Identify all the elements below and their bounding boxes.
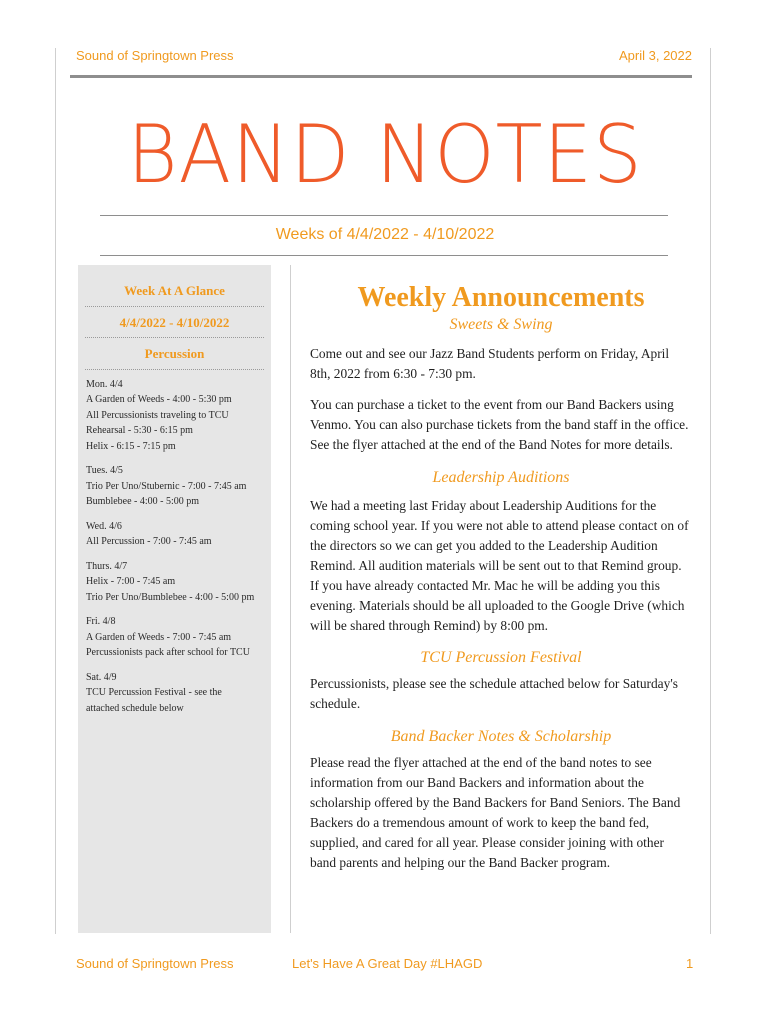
schedule-entry: Trio Per Uno/Bumblebee - 4:00 - 5:00 pm	[86, 591, 255, 603]
schedule-day	[78, 377, 271, 455]
schedule-entry: Helix - 6:15 - 7:15 pm	[86, 440, 176, 452]
section-title: TCU Percussion Festival	[420, 649, 582, 666]
schedule-entry: Helix - 7:00 - 7:45 am	[86, 576, 176, 587]
schedule-day-label: Fri. 4/8	[86, 616, 116, 627]
schedule-entry: Rehearsal - 5:30 - 6:15 pm	[86, 425, 193, 436]
sidebar-date-range: 4/4/2022 - 4/10/2022	[119, 314, 230, 330]
header-publisher: Sound of Springtown Press	[76, 48, 234, 63]
section-paragraph: You can purchase a ticket to the event from our Band Backers using Venmo. You can also purchase tickets from the band staff in the office. See the flyer attached at the end of the Band Notes for more details.	[310, 397, 689, 452]
title-rule-top	[100, 215, 668, 216]
announcements-column	[310, 280, 692, 873]
schedule-entry: Trio Per Uno/Stubernic - 7:00 - 7:45 am	[86, 480, 247, 492]
section-paragraph: Come out and see our Jazz Band Students perform on Friday, April 8th, 2022 from 6:30 - 7:30 pm.	[310, 346, 670, 381]
sidebar-heading: Week At A Glance	[124, 283, 225, 298]
schedule-entry: All Percussionists traveling to TCU	[86, 409, 229, 421]
schedule-day	[78, 519, 271, 550]
schedule-day-label: Thurs. 4/7	[86, 560, 128, 572]
schedule-day-label: Tues. 4/5	[86, 465, 123, 476]
schedule-day-label: Mon. 4/4	[86, 378, 123, 390]
section-title: Band Backer Notes & Scholarship	[390, 728, 612, 745]
schedule-day	[78, 670, 271, 717]
schedule-entry: attached schedule below	[86, 702, 184, 714]
column-divider	[290, 265, 291, 933]
title-rule-bottom	[100, 255, 668, 256]
schedule-entry: A Garden of Weeds - 4:00 - 5:30 pm	[86, 394, 232, 405]
section-paragraph: We had a meeting last Friday about Leadership Auditions for the coming school year. If you were not able to attend please contact on of the directors so we can get you added to the Leadership Audition Remind. All audition materials will be sent out to that Remind group. If you have already contacted Mr. Mac he will be adding you this evening. Materials should be all uploaded to the Google Drive (which will be shared through Remind) by 8:00 pm.	[310, 498, 689, 633]
section-title: Leadership Auditions	[432, 469, 570, 486]
section-title: Sweets & Swing	[449, 316, 553, 333]
week-at-a-glance-sidebar	[78, 265, 271, 933]
section-paragraph: Please read the flyer attached at the end of the band notes to see information from our Band Backers and information about the scholarship offered by the Band Backers for Band Seniors. The Band Backers do a tremendous amount of work to keep the band fed, supplied, and cared for all year. Please consider joining with other band parents and helping our the Band Backer program.	[310, 755, 681, 870]
schedule-entry: Percussionists pack after school for TCU	[86, 647, 250, 658]
schedule-entry: Bumblebee - 4:00 - 5:00 pm	[86, 496, 200, 507]
newsletter-title: BAND NOTES	[127, 108, 643, 201]
footer-page-number: 1	[686, 956, 694, 971]
footer-slogan: Let's Have A Great Day #LHAGD	[292, 956, 483, 971]
schedule-entry: A Garden of Weeds - 7:00 - 7:45 am	[86, 631, 232, 643]
weeks-range: Weeks of 4/4/2022 - 4/10/2022	[275, 226, 495, 243]
announcements-heading: Weekly Announcements	[357, 282, 645, 313]
schedule-day-label: Sat. 4/9	[86, 671, 117, 683]
sidebar-schedule	[78, 377, 271, 717]
section-paragraph: Percussionists, please see the schedule attached below for Saturday's schedule.	[310, 676, 678, 711]
footer-publisher: Sound of Springtown Press	[76, 956, 234, 971]
schedule-day-label: Wed. 4/6	[86, 520, 122, 532]
header-rule	[70, 75, 692, 78]
header-date: April 3, 2022	[619, 48, 692, 63]
schedule-entry: TCU Percussion Festival - see the	[86, 687, 222, 698]
schedule-day	[78, 463, 271, 510]
sidebar-section-title: Percussion	[144, 346, 205, 361]
schedule-day	[78, 614, 271, 661]
schedule-day	[78, 559, 271, 606]
schedule-entry: All Percussion - 7:00 - 7:45 am	[86, 536, 212, 547]
